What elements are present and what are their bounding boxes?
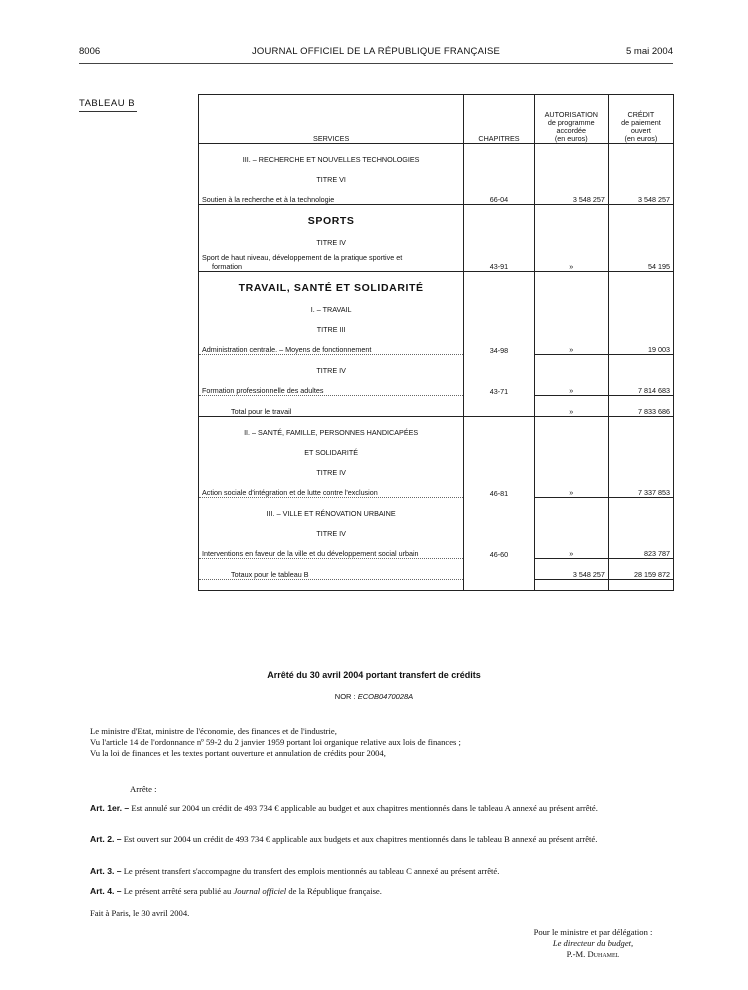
credit-cell (608, 272, 673, 295)
col-services: SERVICES (199, 95, 464, 144)
service-label: Total pour le travail (199, 396, 464, 417)
autorisation-cell (534, 272, 608, 295)
article-4: Art. 4. – Le présent arrêté sera publié au Journal officiel de la République française. (90, 886, 382, 896)
table-row (199, 477, 674, 498)
credit-cell (608, 457, 673, 477)
col-autorisation: AUTORISATION de programme accordée (en euros) (534, 95, 608, 144)
table-row (199, 334, 674, 355)
table-row (199, 184, 674, 205)
table-row (199, 144, 674, 165)
credit-cell: 823 787 (608, 538, 673, 559)
chapitre-cell (464, 559, 534, 580)
autorisation-cell: » (534, 396, 608, 417)
chapitre-cell (464, 314, 534, 334)
service-label: Sport de haut niveau, développement de la pratique sportive et formation (199, 247, 464, 272)
chapitre-cell: 43-91 (464, 247, 534, 272)
credit-cell (608, 164, 673, 184)
fait-a-paris: Fait à Paris, le 30 avril 2004. (90, 908, 190, 918)
autorisation-cell: » (534, 538, 608, 559)
autorisation-cell (534, 294, 608, 314)
section-heading: III. – RECHERCHE ET NOUVELLES TECHNOLOGIES (242, 155, 420, 164)
autorisation-cell (534, 457, 608, 477)
credit-cell (608, 355, 673, 376)
credit-cell: 54 195 (608, 247, 673, 272)
tableau-b (198, 94, 674, 591)
credit-cell: 7 833 686 (608, 396, 673, 417)
autorisation-cell (534, 205, 608, 228)
chapitre-cell (464, 518, 534, 538)
nor-reference: NOR : ECOB0470028A (334, 692, 414, 701)
table-row (199, 314, 674, 334)
chapitre-cell: 43-71 (464, 375, 534, 396)
col-credit: CRÉDIT de paiement ouvert (en euros) (608, 95, 673, 144)
journal-title: JOURNAL OFFICIEL DE LA RÉPUBLIQUE FRANÇAISE (251, 46, 501, 57)
section-heading: SPORTS (199, 205, 464, 228)
chapitre-cell (464, 164, 534, 184)
header-rule (79, 63, 673, 64)
table-row (199, 417, 674, 438)
autorisation-cell (534, 164, 608, 184)
autorisation-cell (534, 417, 608, 438)
credit-cell: 19 003 (608, 334, 673, 355)
section-heading: TITRE IV (316, 366, 346, 375)
chapitre-cell: 66-04 (464, 184, 534, 205)
table-row (199, 294, 674, 314)
table-row (199, 518, 674, 538)
table-row (199, 559, 674, 580)
autorisation-cell (534, 144, 608, 165)
section-heading: TRAVAIL, SANTÉ ET SOLIDARITÉ (199, 272, 464, 295)
section-heading: TITRE IV (316, 529, 346, 538)
chapitre-cell (464, 294, 534, 314)
chapitre-cell (464, 437, 534, 457)
section-heading: TITRE IV (316, 238, 346, 247)
section-heading: I. – TRAVAIL (310, 305, 352, 314)
preamble-line-1: Le ministre d'Etat, ministre de l'économie, des finances et de l'industrie, (90, 726, 337, 736)
chapitre-cell (464, 417, 534, 438)
service-label: Formation professionnelle des adultes (199, 375, 464, 396)
autorisation-cell: 3 548 257 (534, 184, 608, 205)
table-bottom-spacer (199, 580, 674, 591)
table-row (199, 227, 674, 247)
table-label: TABLEAU B (79, 98, 136, 109)
credit-cell: 7 337 853 (608, 477, 673, 498)
table-label-rule (79, 111, 137, 112)
article-2: Art. 2. – Est ouvert sur 2004 un crédit de 493 734 € applicable aux budgets et aux chapitres mentionnés dans le tableau B annexé au présent arrêté. (90, 834, 598, 844)
section-heading: TITRE VI (316, 175, 346, 184)
chapitre-cell (464, 205, 534, 228)
autorisation-cell (534, 227, 608, 247)
autorisation-cell: » (534, 477, 608, 498)
credit-cell (608, 518, 673, 538)
preamble (90, 726, 680, 759)
table-row (199, 437, 674, 457)
table-row (199, 205, 674, 228)
chapitre-cell (464, 227, 534, 247)
autorisation-cell (534, 314, 608, 334)
table-row (199, 247, 674, 272)
service-label: Soutien à la recherche et à la technologie (199, 184, 464, 205)
autorisation-cell: » (534, 334, 608, 355)
section-heading: ET SOLIDARITÉ (304, 448, 359, 457)
table-header-row (199, 95, 674, 144)
chapitre-cell (464, 355, 534, 376)
chapitre-cell (464, 144, 534, 165)
preamble-line-2: Vu l'article 14 de l'ordonnance nº 59-2 du 2 janvier 1959 portant loi organique relative aux lois de finances ; (90, 737, 461, 747)
signature-block: Pour le ministre et par délégation : Le directeur du budget, P.-M. Duhamel (533, 927, 653, 959)
section-heading: TITRE III (316, 325, 346, 334)
credit-cell (608, 205, 673, 228)
service-label: Administration centrale. – Moyens de fonctionnement (199, 334, 464, 355)
credit-cell (608, 294, 673, 314)
table-row (199, 375, 674, 396)
autorisation-cell (534, 437, 608, 457)
autorisation-cell (534, 355, 608, 376)
credit-cell (608, 314, 673, 334)
issue-date: 5 mai 2004 (625, 46, 673, 57)
page-header (79, 46, 673, 60)
table-row (199, 538, 674, 559)
section-heading: TITRE IV (316, 468, 346, 477)
chapitre-cell (464, 396, 534, 417)
credit-cell: 3 548 257 (608, 184, 673, 205)
service-label: Totaux pour le tableau B (199, 559, 464, 580)
autorisation-cell: 3 548 257 (534, 559, 608, 580)
chapitre-cell: 46-81 (464, 477, 534, 498)
table-row (199, 498, 674, 519)
col-chapitres: CHAPITRES (464, 95, 534, 144)
table-row (199, 396, 674, 417)
arrete-title: Arrêté du 30 avril 2004 portant transfert de crédits (267, 670, 481, 680)
autorisation-cell (534, 498, 608, 519)
preamble-line-3: Vu la loi de finances et les textes portant ouverture et annulation de crédits pour 2004, (90, 748, 386, 758)
table-row (199, 355, 674, 376)
credit-cell (608, 437, 673, 457)
chapitre-cell: 46-60 (464, 538, 534, 559)
service-label: Interventions en faveur de la ville et du développement social urbain (199, 538, 464, 559)
credit-cell: 28 159 872 (608, 559, 673, 580)
page-number: 8006 (79, 46, 101, 57)
credit-cell (608, 498, 673, 519)
chapitre-cell: 34-98 (464, 334, 534, 355)
credit-cell (608, 144, 673, 165)
credit-cell (608, 417, 673, 438)
article-1: Art. 1er. – Est annulé sur 2004 un crédit de 493 734 € applicable au budget et aux chapitres mentionnés dans le tableau A annexé au présent arrêté. (90, 803, 598, 813)
section-heading: III. – VILLE ET RÉNOVATION URBAINE (266, 509, 396, 518)
autorisation-cell: » (534, 247, 608, 272)
chapitre-cell (464, 498, 534, 519)
autorisation-cell: » (534, 375, 608, 396)
article-3: Art. 3. – Le présent transfert s'accompagne du transfert des emplois mentionnés au tableau C annexé au présent arrêté. (90, 866, 500, 876)
table-row (199, 457, 674, 477)
section-heading: II. – SANTÉ, FAMILLE, PERSONNES HANDICAPÉES (199, 417, 464, 438)
table-row (199, 164, 674, 184)
chapitre-cell (464, 457, 534, 477)
autorisation-cell (534, 518, 608, 538)
table-row (199, 272, 674, 295)
credit-cell: 7 814 683 (608, 375, 673, 396)
service-label: Action sociale d'intégration et de lutte contre l'exclusion (199, 477, 464, 498)
arrete-word: Arrête : (130, 784, 157, 794)
chapitre-cell (464, 272, 534, 295)
credit-cell (608, 227, 673, 247)
